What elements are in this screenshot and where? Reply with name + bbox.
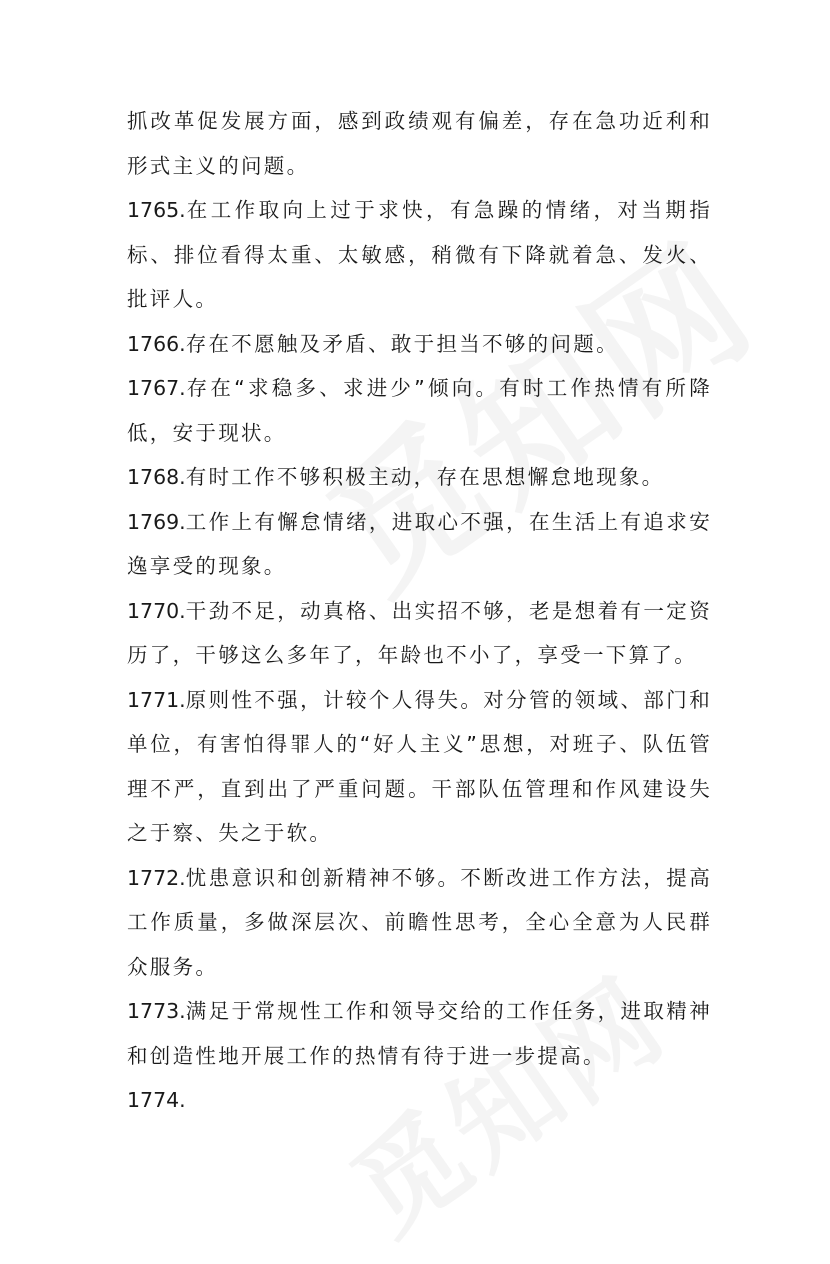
numbered-item — [127, 678, 712, 856]
numbered-item — [127, 989, 712, 1078]
item-text: 满足于常规性工作和领导交给的工作任务，进取精神和创造性地开展工作的热情有待于进一步提高。 — [127, 999, 712, 1068]
item-number: 1773. — [127, 999, 186, 1023]
numbered-item — [127, 500, 712, 589]
item-text: 有时工作不够积极主动，存在思想懈怠地现象。 — [185, 465, 665, 489]
item-text: 忧患意识和创新精神不够。不断改进工作方法，提高工作质量，多做深层次、前瞻性思考，全心全意为人民群众服务。 — [127, 865, 712, 979]
item-number: 1774. — [127, 1088, 186, 1112]
numbered-item — [127, 589, 712, 678]
item-number: 1770. — [127, 598, 186, 623]
numbered-item — [127, 322, 712, 367]
document-body — [127, 99, 712, 1123]
numbered-item — [127, 366, 712, 455]
item-text: 在工作取向上过于求快，有急躁的情绪，对当期指标、排位看得太重、太敏感，稍微有下降就着急、发火、批评人。 — [127, 198, 712, 311]
item-number: 1766. — [127, 331, 186, 356]
item-number: 1767. — [127, 376, 186, 400]
numbered-item — [127, 188, 712, 322]
item-number: 1765. — [127, 198, 186, 222]
paragraph: 抓改革促发展方面，感到政绩观有偏差，存在急功近利和形式主义的问题。 — [127, 109, 712, 178]
item-number: 1772. — [127, 865, 186, 890]
numbered-item — [127, 455, 712, 500]
numbered-item — [127, 1078, 712, 1123]
item-text: 存在“求稳多、求进少”倾向。有时工作热情有所降低，安于现状。 — [127, 376, 712, 445]
item-number: 1771. — [127, 687, 186, 712]
item-number: 1768. — [127, 465, 186, 489]
numbered-item — [127, 856, 712, 990]
item-text: 工作上有懈怠情绪，进取心不强，在生活上有追求安逸享受的现象。 — [127, 509, 712, 578]
item-number: 1769. — [127, 509, 186, 534]
item-text: 存在不愿触及矛盾、敢于担当不够的问题。 — [185, 331, 619, 356]
item-text: 干劲不足，动真格、出实招不够，老是想着有一定资历了，干够这么多年了，年龄也不小了，享受一下算了。 — [127, 598, 712, 667]
item-text: 原则性不强，计较个人得失。对分管的领域、部门和单位，有害怕得罪人的“好人主义”思想，对班子、队伍管理不严，直到出了严重问题。干部队伍管理和作风建设失之于察、失之于软。 — [127, 687, 712, 845]
